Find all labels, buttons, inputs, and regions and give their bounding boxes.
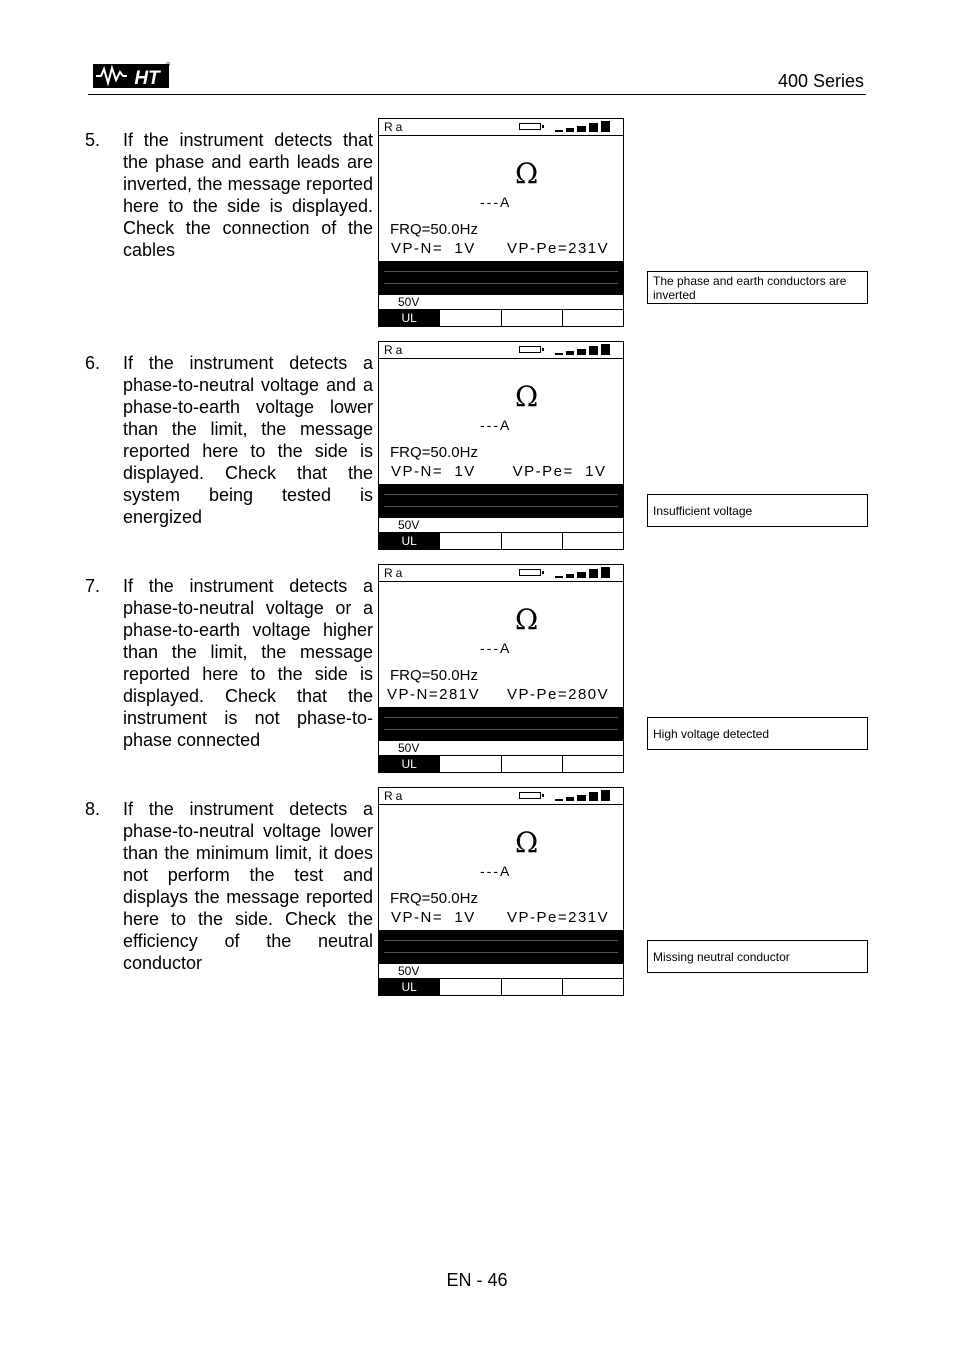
softkey-2[interactable] (440, 756, 501, 773)
mode-label: Ra (384, 343, 406, 357)
signal-bars-icon (555, 120, 611, 133)
limit-value: 50V (398, 295, 420, 309)
signal-bars-icon (555, 343, 611, 356)
current-readout: ---A (480, 640, 512, 656)
vpe-readout: VP-Pe=231V (507, 909, 610, 926)
ohm-symbol: Ω (515, 603, 539, 636)
vpe-readout: VP-Pe= 1V (507, 463, 607, 480)
softkey-ul[interactable]: UL (379, 979, 440, 996)
softkey-3[interactable] (502, 310, 563, 327)
vpe-readout: VP-Pe=231V (507, 240, 610, 257)
signal-bars-icon (555, 789, 611, 802)
softkey-ul[interactable]: UL (379, 310, 440, 327)
softkey-4[interactable] (563, 533, 623, 550)
current-readout: ---A (480, 863, 512, 879)
battery-icon (519, 569, 541, 576)
ht-logo (93, 60, 171, 90)
softkey-bar (379, 532, 623, 550)
vpe-readout: VP-Pe=280V (507, 686, 610, 703)
current-readout: ---A (480, 417, 512, 433)
instruction-item (0, 789, 954, 1013)
softkey-3[interactable] (502, 979, 563, 996)
vpn-readout: VP-N=281V (387, 686, 481, 703)
screen-status-bar (379, 788, 623, 805)
message-band (379, 707, 623, 741)
vpn-readout: VP-N= 1V (391, 240, 476, 257)
current-readout: ---A (480, 194, 512, 210)
message-band (379, 261, 623, 295)
limit-value: 50V (398, 964, 420, 978)
softkey-bar (379, 309, 623, 327)
item-text: If the instrument detects a phase-to-neutral voltage lower than the minimum limit, it does not perform the test and displays the message reported here to the side. Check the efficiency of the neutral conductor (123, 799, 373, 973)
softkey-ul[interactable]: UL (379, 756, 440, 773)
softkey-2[interactable] (440, 310, 501, 327)
series-title: 400 Series (777, 71, 864, 91)
mode-label: Ra (384, 789, 406, 803)
message-band (379, 930, 623, 964)
header-rule (88, 94, 866, 95)
instruction-item (0, 566, 954, 790)
screen-status-bar (379, 342, 623, 359)
page-number: EN - 46 (446, 1270, 508, 1290)
frequency-readout: FRQ=50.0Hz (390, 890, 478, 907)
softkey-4[interactable] (563, 979, 623, 996)
instruction-item (0, 120, 954, 344)
battery-icon (519, 346, 541, 353)
instrument-screen (378, 341, 624, 550)
softkey-bar (379, 978, 623, 996)
item-number: 8. (85, 799, 101, 819)
softkey-ul[interactable]: UL (379, 533, 440, 550)
signal-bars-icon (555, 566, 611, 579)
message-callout: High voltage detected (647, 717, 868, 750)
message-callout: The phase and earth conductors are inverted (647, 271, 868, 304)
screen-status-bar (379, 119, 623, 136)
message-callout: Missing neutral conductor (647, 940, 868, 973)
instrument-screen (378, 787, 624, 996)
ohm-symbol: Ω (515, 157, 539, 190)
ohm-symbol: Ω (515, 826, 539, 859)
softkey-4[interactable] (563, 310, 623, 327)
item-text: If the instrument detects a phase-to-neutral voltage and a phase-to-earth voltage lower than the limit, the message reported here to the side is displayed. Check that the system being tested is energized (123, 353, 373, 527)
item-number: 6. (85, 353, 101, 373)
softkey-3[interactable] (502, 756, 563, 773)
softkey-2[interactable] (440, 533, 501, 550)
instrument-screen (378, 118, 624, 327)
ohm-symbol: Ω (515, 380, 539, 413)
battery-icon (519, 123, 541, 130)
frequency-readout: FRQ=50.0Hz (390, 444, 478, 461)
limit-value: 50V (398, 741, 420, 755)
item-text: If the instrument detects a phase-to-neutral voltage or a phase-to-earth voltage higher than the limit, the message reported here to the side is displayed. Check that the instrument is not phase-to-phase connected (123, 576, 373, 750)
softkey-3[interactable] (502, 533, 563, 550)
item-number: 5. (85, 130, 101, 150)
softkey-2[interactable] (440, 979, 501, 996)
frequency-readout: FRQ=50.0Hz (390, 667, 478, 684)
mode-label: Ra (384, 120, 406, 134)
instruction-item (0, 343, 954, 567)
instrument-screen (378, 564, 624, 773)
limit-value: 50V (398, 518, 420, 532)
softkey-bar (379, 755, 623, 773)
item-text: If the instrument detects that the phase and earth leads are inverted, the message reported here to the side is displayed. Check the connection of the cables (123, 130, 373, 260)
item-number: 7. (85, 576, 101, 596)
vpn-readout: VP-N= 1V (391, 909, 476, 926)
message-callout: Insufficient voltage (647, 494, 868, 527)
softkey-4[interactable] (563, 756, 623, 773)
screen-status-bar (379, 565, 623, 582)
mode-label: Ra (384, 566, 406, 580)
frequency-readout: FRQ=50.0Hz (390, 221, 478, 238)
message-band (379, 484, 623, 518)
svg-text:HT: HT (134, 68, 160, 89)
battery-icon (519, 792, 541, 799)
vpn-readout: VP-N= 1V (391, 463, 476, 480)
